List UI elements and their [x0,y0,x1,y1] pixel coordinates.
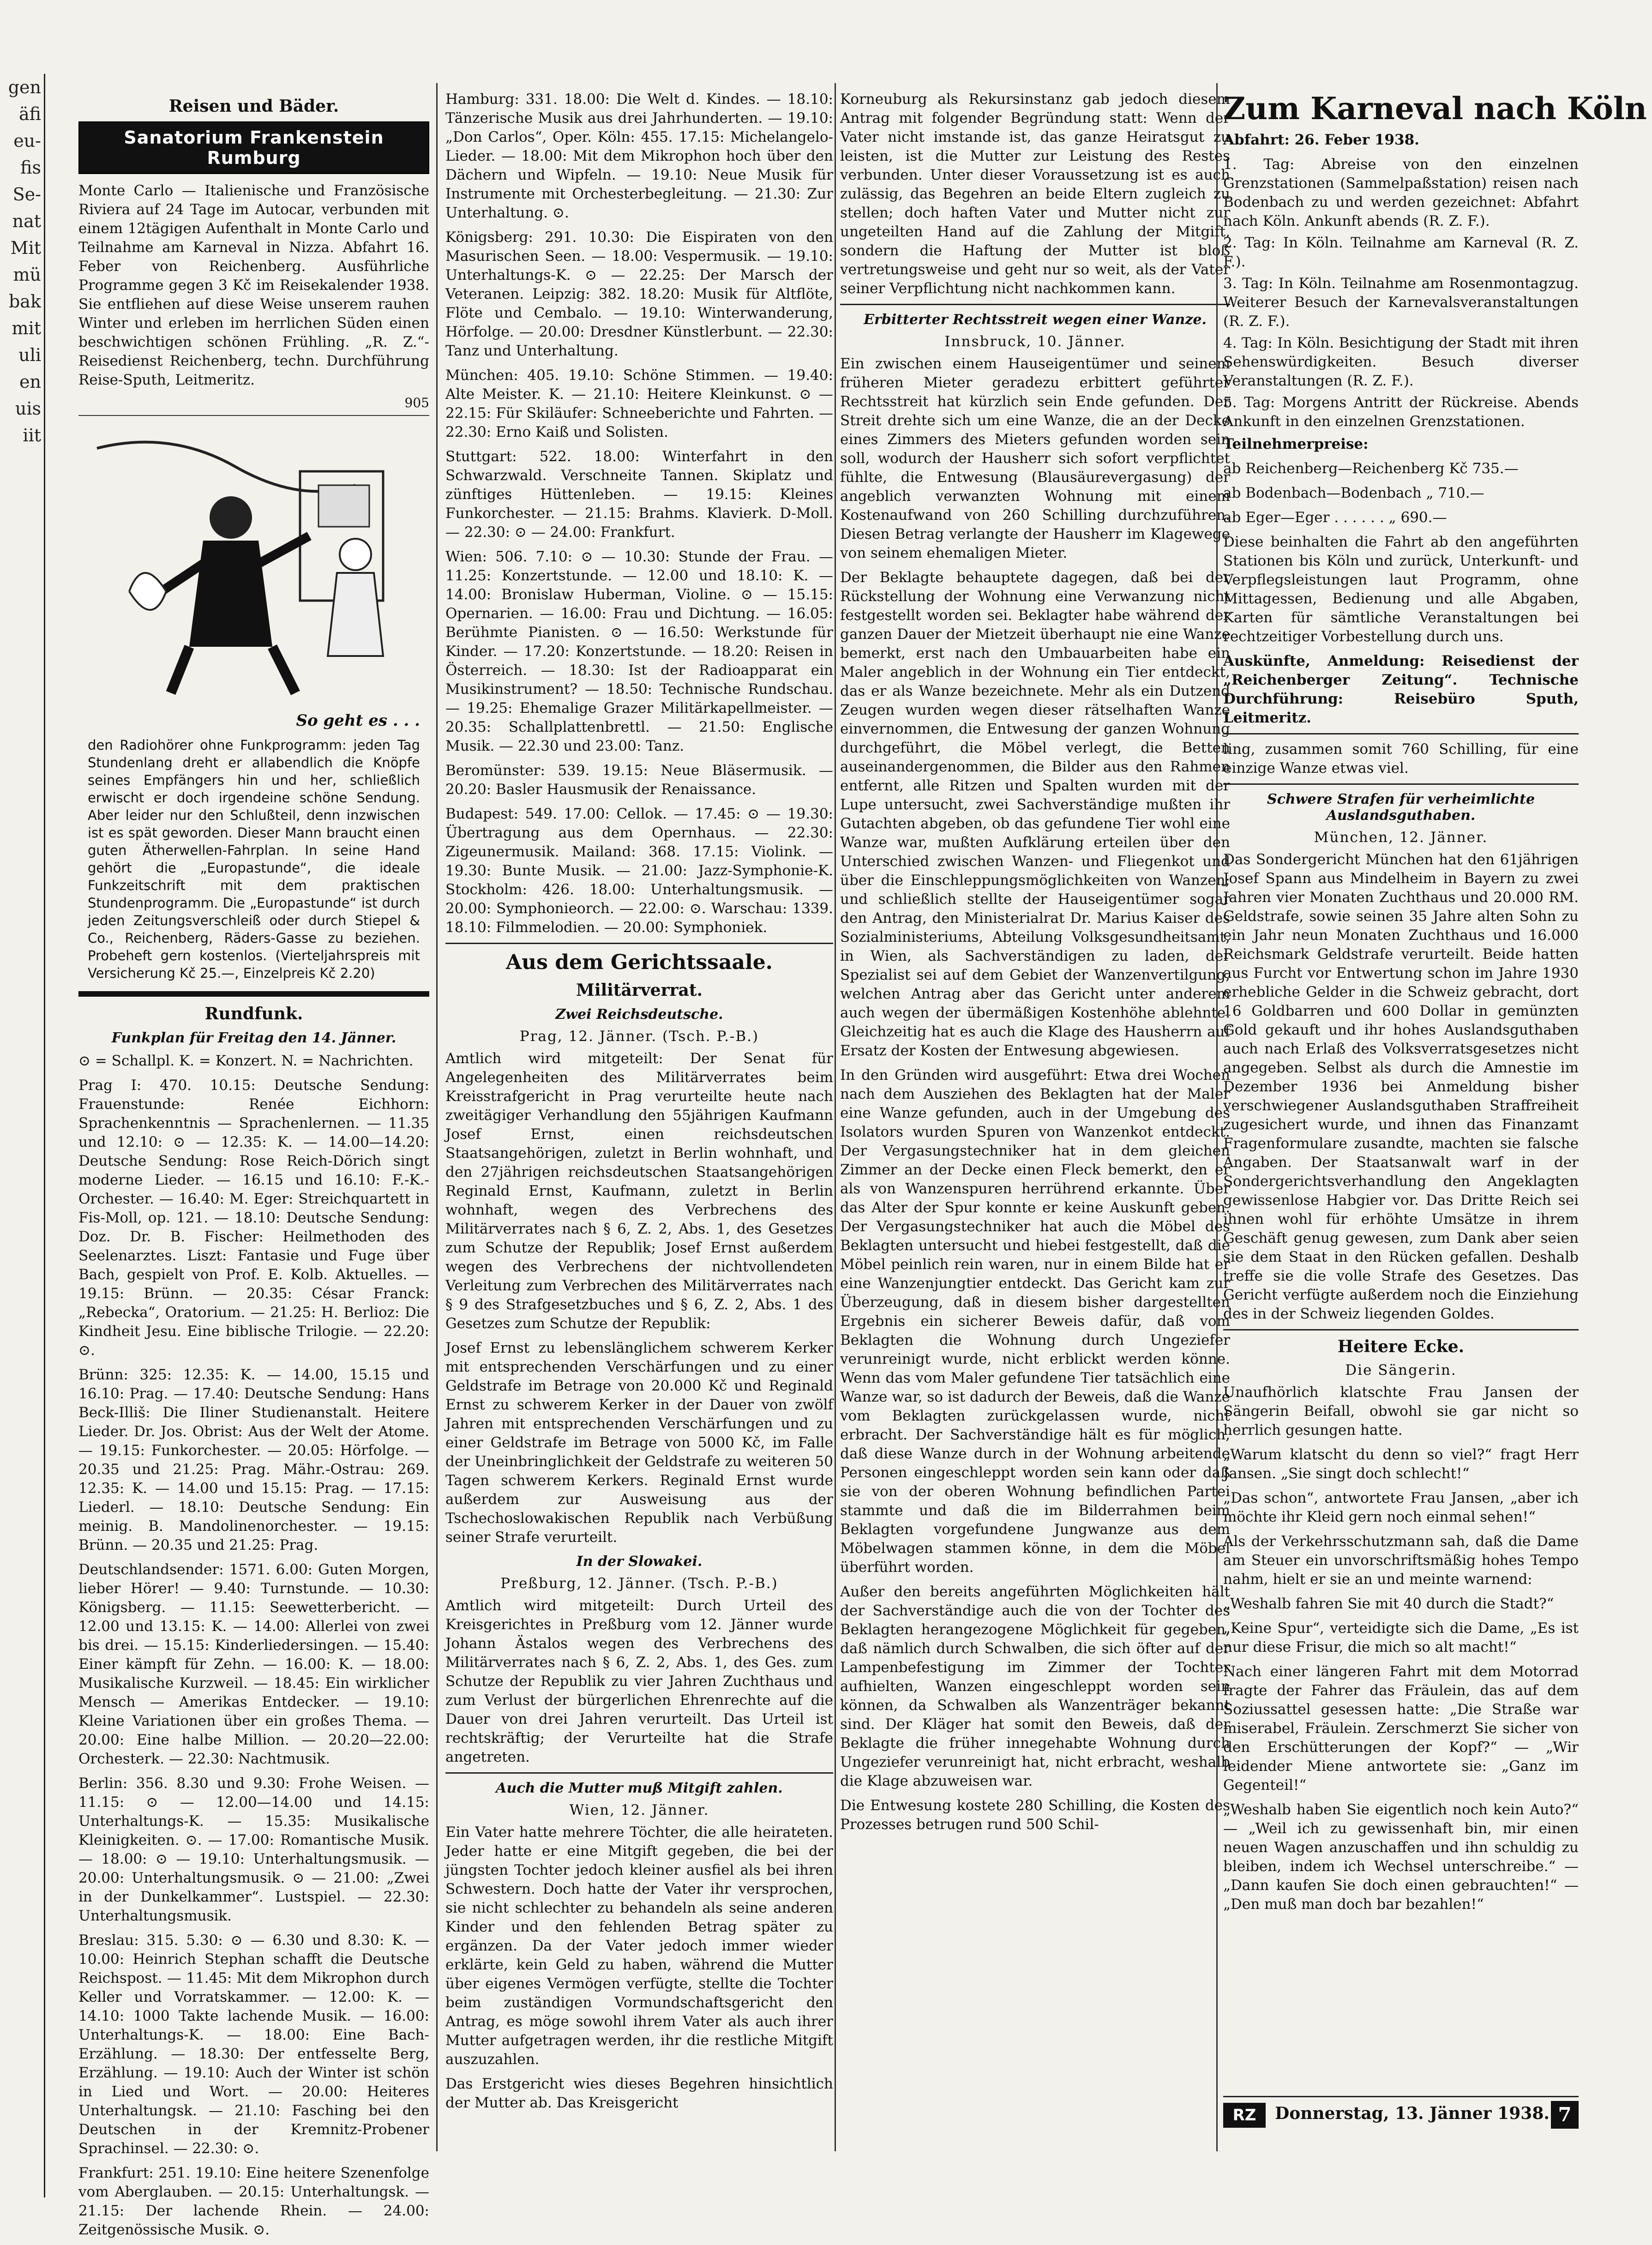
dowry-article-continued [840,90,1230,298]
radio-subheading: Funkplan für Freitag den 14. Jänner. [111,1030,396,1046]
left-edge-fragments [0,74,45,2197]
slovakia-heading: In der Slowakei. [576,1553,703,1570]
anecdote-paragraph: „Weshalb haben Sie eigentlich noch kein Auto?“ — „Weil ich zu gewissenhaft bin, mir einen neuen Wagen anzuschaffen und ihn schuldig zu bleiben, indem ich Wechsel unterschreibe.“ — „Dann kaufen Sie doch einen gebrauchten!“ — „Den muß man doch bar bezahlen!“ [1223,1801,1579,1913]
dateline: Prag, 12. Jänner. (Tsch. P.-B.) [519,1028,759,1045]
article-paragraph: Das Erstgericht wies dieses Begehren hinsichtlich der Mutter ab. Das Kreisgericht [445,2076,833,2111]
carnival-departure: Abfahrt: 26. Feber 1938. [1223,132,1419,148]
edge-fragment: fis [20,157,41,178]
edge-fragment: uis [15,398,41,419]
anecdote-paragraph: „Weshalb fahren Sie mit 40 durch die Stadt?“ [1223,1595,1554,1612]
itinerary-day: 5. Tag: Morgens Antritt der Rückreise. Abends Ankunft in den einzelnen Grenzstationen. [1223,394,1579,430]
dateline: Wien, 12. Jänner. [569,1802,709,1818]
radio-station-entry: Königsberg: 291. 10.30: Die Eispiraten von den Masurischen Seen. — 18.00: Vespermusik. — 19.10: Unterhaltungs-K. ⊙ — 22.25: Der Marsch der Veteranen. Leipzig: 382. 18.20: Musik für Altflöte, Flöte und Cembalo. — 19.10: Winterwanderung, Hörfolge. — 20.00: Dresdner Künstlerbunt. — 22.30: Tanz und Unterhaltung. [445,229,833,359]
radio-legend: ⊙ = Schallpl. K. = Konzert. N. = Nachrichten. [78,1053,414,1069]
edge-fragment: eu- [13,131,41,151]
dowry-heading: Auch die Mutter muß Mitgift zahlen. [496,1780,783,1796]
divider [1223,733,1579,734]
edge-fragment: bak [8,291,41,312]
rz-logo: RZ [1223,2103,1266,2128]
itinerary-day: 2. Tag: In Köln. Teilnahme am Karneval (R. Z. F.). [1223,235,1579,270]
edge-fragment: mit [12,318,41,338]
radio-station-entry: Prag I: 470. 10.15: Deutsche Sendung: Frauenstunde: Renée Eichhorn: Sprachenkenntnis — Sprachenlernen. — 11.35 und 12.10: ⊙ — 12.35: K. — 14.00—14.20: Deutsche Sendung: Rose Reich-Dörich singt moderne Lieder. — 16.15 und 16.10: F.-K.-Orchester. — 16.40: M. Eger: Streichquartett in Fis-Moll, op. 121. — 18.10: Deutsche Sendung: Doz. Dr. B. Fischer: Heilmethoden des Seelenarztes. Liszt: Fantasie und Fuge über Bach, gespielt von Prof. E. Kolb. Aktuelles. — 19.15: Brünn. — 20.35: César Franck: „Rebecka“, Oratorium. — 21.25: H. Berlioz: Die Kindheit Jesu. Eine biblische Trilogie. — 22.20: ⊙. [78,1077,429,1359]
travel-ad-text: Monte Carlo — Italienische und Französische Riviera auf 24 Tage im Autocar, verbunden mit einem 12tägigen Aufenthalt in Monte Carlo und Teilnahme am Karneval in Nizza. Abfahrt 16. Feber von Reichenberg. Ausführliche Programme gegen 3 Kč im Reisekalender 1938. Sie entfliehen auf diese Weise unserem rauhen Winter und erleben im herrlichen Süden einen beschwichtigen schönen Frühling. „R. Z.“-Reisedienst Reichenberg, techn. Durchführung Reise-Sputh, Leitmeritz. [78,182,429,388]
military-treason-article [445,1049,833,1547]
article-paragraph: Außer den bereits angeführten Möglichkeiten hält der Sachverständige auch die von der Tochter des Beklagten herangezogene Möglichkeit für gegeben, daß nämlich durch Schwalben, die sich öfter auf der Lampenbefestigung im Zimmer der Tochter aufhielten, Wanzen eingeschleppt worden sein können, da Schwalben als Wanzenträger bekannt sind. Der Kläger hat somit den Beweis, daß der Beklagte die früher innegehabte Wohnung durch Ungeziefer verunreinigt hat, nicht erbracht, weshalb die Klage abzuweisen war. [840,1583,1230,1789]
military-treason-subheading: Zwei Reichsdeutsche. [555,1006,723,1023]
issue-date: Donnerstag, 13. Jänner 1938. [1275,2104,1550,2123]
price-row: ab Eger—Eger . . . . . . „ 690.— [1223,509,1447,526]
article-paragraph: Ein zwischen einem Hauseigentümer und seinem früheren Mieter geradezu erbittert geführter Rechtsstreit hat kürzlich sein Ende gefunden. Der Streit drehte sich um eine Wanze, die an der Decke eines Zimmers des Mieters gefunden worden sein soll, wodurch der Hausherr sich sofort verpflichtet fühlte, die Entwesung (Blausäurevergasung) der angeblich verwanzten Wohnung mit einem Kostenaufwand von 260 Schilling durchzuführen. Diesen Betrag verlangte der Hausherr im Klagewege von seinem ehemaligen Mieter. [840,355,1230,561]
column-4 [1223,90,1647,1920]
sanatorium-banner: Sanatorium Frankenstein Rumburg [78,121,429,174]
dowry-article [445,1823,833,2113]
edge-fragment: äfi [18,104,41,124]
column-rule [835,83,836,2151]
illustration-caption: So geht es . . . [296,711,420,730]
column-1 [78,90,429,2245]
radio-heading: Rundfunk. [204,1004,303,1023]
carnival-itinerary [1223,155,1579,431]
radio-station-entry: Frankfurt: 251. 19.10: Eine heitere Szenenfolge vom Aberglauben. — 20.15: Unterhaltungsk. — 21.15: Der lachende Rhein. — 24.00: Zeitgenössische Musik. ⊙. [78,2165,429,2238]
itinerary-day: 3. Tag: In Köln. Teilnahme am Rosenmontagzug. Weiterer Besuch der Karnevalsveranstaltungen (R. Z. F.). [1223,275,1579,330]
humor-subheading: Die Sängerin. [1345,1362,1457,1378]
column-3 [840,90,1230,1840]
military-treason-heading: Militärverrat. [576,981,703,1000]
carnival-prices [1223,459,1579,527]
edge-fragment: nat [12,211,41,231]
article-paragraph: Korneuburg als Rekursinstanz gab jedoch diesem Antrag mit folgender Begründung statt: Wenn der Vater nicht imstande ist, das ganze Heiratsgut zu leisten, ist die Mutter zur Leistung des Restes verbunden. Unter dieser Voraussetzung ist es auch zulässig, das Begehren an beide Eltern zugleich zu stellen; doch haften Vater und Mutter nicht zur ungeteilten Hand auf die Zahlung der Mitgift, sondern die Haftung der Mutter ist bloß vertretungsweise und geht nur so weit, als der Vater seiner Verpflichtung nicht nachkommen kann. [840,91,1230,297]
radio-station-entry: Berlin: 356. 8.30 und 9.30: Frohe Weisen. — 11.15: ⊙ — 12.00—14.00 und 14.15: Unterhaltungs-K. — 15.35: Musikalische Kleinigkeiten. ⊙. — 17.00: Romantische Musik. — 18.00: ⊙ — 19.10: Unterhaltungsmusik. — 20.00: Unterhaltungsmusik. ⊙ — 21.00: „Zwei in der Dunkelkammer“. Lustspiel. — 22.30: Unterhaltungsmusik. [78,1775,429,1924]
radio-station-entry: Beromünster: 539. 19.15: Neue Bläsermusik. — 20.20: Basler Hausmusik der Renaissance. [445,762,833,798]
carnival-note: Diese beinhalten die Fahrt ab den angeführten Stationen bis Köln und zurück, Unterkunft- und Verpflegsleistungen laut Programm, ohne Mittagessen, Bedienung und alle Abgaben, Karten für sämtliche Veranstaltungen bei rechtzeitiger Vorbestellung durch uns. [1223,534,1579,645]
divider [1223,783,1579,785]
radio-program-list-continued [445,90,833,937]
carnival-info: Auskünfte, Anmeldung: Reisedienst der „Reichenberger Zeitung“. Technische Durchführung: Reisebüro Sputh, Leitmeritz. [1223,653,1579,726]
anecdote-paragraph: Nach einer längeren Fahrt mit dem Motorrad fragte der Fahrer das Fräulein, das auf dem Soziussattel gesessen hatte: „Die Straße war miserabel, Fräulein. Zerschmerzt Sie sicher von den Erschütterungen der Kopf?“ — „Wir leidender Miene antwortete sie: „Ganz im Gegenteil!“ [1223,1663,1579,1794]
carnival-price-label: Teilnehmerpreise: [1223,436,1369,452]
radio-station-entry: München: 405. 19.10: Schöne Stimmen. — 19.40: Alte Meister. K. — 21.10: Heitere Kleinkunst. ⊙ — 22.15: Für Skiläufer: Schneeberichte und Fahrten. — 22.30: Erno Kaiß und Solisten. [445,367,833,440]
anecdote-paragraph: „Keine Spur“, verteidigte sich die Dame, „Es ist nur diese Frisur, die mich so alt macht!“ [1223,1620,1579,1655]
price-row: ab Reichenberg—Reichenberg Kč 735.— [1223,460,1519,477]
bedbug-heading: Erbitterter Rechtsstreit wegen einer Wanze. [864,312,1207,328]
radio-station-entry: Budapest: 549. 17.00: Cellok. — 17.45: ⊙ — 19.30: Übertragung aus dem Opernhaus. — 22.30: Zigeunermusik. Mailand: 368. 17.15: Violink. — 19.30: Bunte Musik. — 21.00: Jazz-Symphonie-K. Stockholm: 426. 18.00: Unterhaltungsmusik. — 20.00: Symphonieorch. — 22.00: ⊙. Warschau: 1339. 18.10: Filmmelodien. — 20.00: Symphoniek. [445,806,833,936]
bedbug-article-end: ling, zusammen somit 760 Schilling, für eine einzige Wanze etwas viel. [1223,741,1579,776]
court-heading: Aus dem Gerichtssaale. [505,951,773,974]
anecdote-paragraph: Als der Verkehrsschutzmann sah, daß die Dame am Steuer ein unvorschriftsmäßig hohes Tempo nahm, hielt er sie an und meinte warnend: [1223,1533,1579,1588]
article-paragraph: Ein Vater hatte mehrere Töchter, die alle heirateten. Jeder hatte er eine Mitgift gegeben, die bei der jüngsten Tochter jedoch kleiner ausfiel als bei ihren Schwestern. Doch hatte der Vater ihr versprochen, sie nicht schlechter zu behandeln als seine anderen Kinder und den fehlenden Betrag später zu ergänzen. Da der Vater jedoch immer wieder erklärte, kein Geld zu haben, während die Mutter über eigenes Vermögen verfügte, stellte die Tochter beim zuständigen Vormundschaftsgericht den Antrag, es möge sowohl ihrem Vater als auch ihrer Mutter aufgetragen werden, ihr die restliche Mitgift auszuzahlen. [445,1824,833,2068]
penalty-heading: Schwere Strafen für verheimlichte Auslandsguthaben. [1267,791,1535,824]
column-rule [436,83,438,2151]
article-paragraph: Die Entwesung kostete 280 Schilling, die Kosten des Prozesses betrugen rund 500 Schil- [840,1797,1230,1833]
edge-fragment: uli [18,345,41,365]
penalty-article: Das Sondergericht München hat den 61jährigen Josef Spann aus Mindelheim in Bayern zu zwei Jahren vier Monaten Zuchthaus und 20.000 RM. Geldstrafe, sowie seinen 35 Jahre alten Sohn zu ein Jahr neun Monaten Zuchthaus und 16.000 Reichsmark Geldstrafe verurteilt. Beide hatten aus Furcht vor Entwertung schon im Jahre 1930 erhebliche Gelder in die Schweiz gebracht, dort 16 Goldbarren und 600 Dollar in gemünzten Gold gekauft und ihr hohes Auslandsguthaben auch nach Erlaß des Volksverratsgesetzes nicht angegeben. Selbst als durch die Amnestie im Dezember 1936 bei Anmeldung bisher verschwiegener Auslandsguthaben Straffreiheit zugesichert wurde, und ihnen das Finanzamt Fragenformulare zusandte, machten sie falsche Angaben. Der Staatsanwalt warf in der Sondergerichtsverhandlung den Angeklagten gewissenlose Habgier vor. Das Dritte Reich sei ihnen wohl für erhöhte Umsätze in ihrem Geschäft genug gewesen, zum Dank aber seien sie dem Staat in den Rücken gefallen. Deshalb treffe sie die volle Strafe des Gesetzes. Das Gericht verfügte außerdem noch die Einziehung des in der Schweiz liegenden Goldes. [1223,851,1579,1322]
radio-station-entry: Breslau: 315. 5.30: ⊙ — 6.30 und 8.30: K. — 10.00: Heinrich Stephan schafft die Deutsche Reichspost. — 11.45: Mit dem Mikrophon durch Keller und Vorratskammer. — 12.00: K. — 14.10: 1000 Takte lachende Musik. — 16.00: Unterhaltungs-K. — 18.00: Eine Bach-Erzählung. — 18.30: Der entfesselte Berg, Erzählung. — 19.10: Auch der Winter ist schön in Lied und Wort. — 20.00: Heiteres Unterhaltungsk. — 21.10: Fasching bei den Deutschen in der Kremnitz-Probener Sprachinsel. — 22.30: ⊙. [78,1932,429,2157]
cartoon-figure-image [78,416,429,711]
edge-fragment: mü [13,265,41,285]
itinerary-day: 1. Tag: Abreise von den einzelnen Grenzstationen (Sammelpaßstation) reisen nach Bodenbach zu und werden gezeichnet: Abfahrt nach Köln. Ankunft abends (R. Z. F.). [1223,156,1579,229]
edge-fragment: Se- [12,184,41,205]
divider [445,1772,833,1774]
dateline: München, 12. Jänner. [1314,829,1488,846]
edge-fragment: Mit [10,238,41,258]
page-number: 7 [1551,2101,1579,2129]
article-paragraph: In den Gründen wird ausgeführt: Etwa drei Wochen nach dem Ausziehen des Beklagten hat der Maler eine Wanze gefunden, auch in der Umgebung des Isolators wurden Spuren von Wanzenkot entdeckt. Der Vergasungstechniker hat in dem gleichen Zimmer an der Decke einen Fleck bemerkt, den er als von Wanzenspuren herrührend erkannte. Über das Alter der Spur konnte er keine Auskunft geben. Der Vergasungstechniker hat auch die Möbel des Beklagten untersucht und hiebei festgestellt, daß die Möbel peinlich rein waren, nur in einem Bilde hat er eine Wanzenjungtier entdeckt. Das Gericht kam zur Überzeugung, daß in diesem bisher dargestellten Ergebnis ein sicherer Beweis dafür, daß vom Beklagten die Wohnung durch Ungeziefer verunreinigt wurde, nicht erblickt werden könne. Wenn das vom Maler gefundene Tier tatsächlich eine Wanze war, so ist dadurch der Beweis, daß die Wanze vom Beklagten zurückgelassen wurde, nicht erbracht. Der Sachverständige hält es für möglich, daß diese Wanze durch in der Wohnung arbeitende Personen eingeschleppt worden sein kann oder daß sie von der oberen Wohnung befindlichen Partei stammte und daß die im Bilderrahmen beim Beklagten vorgefundene Jungwanze aus dem Möbelwagen stammen könne, in dem die Möbel überführt worden. [840,1067,1230,1576]
carnival-ad-heading: Zum Karneval nach Köln [1223,90,1647,126]
radio-station-entry: Brünn: 325: 12.35: K. — 14.00, 15.15 und 16.10: Prag. — 17.40: Deutsche Sendung: Hans Beck-Illiš: Die Iliner Studienanstalt. Heitere Lieder. Dr. Jos. Obrist: Aus der Welt der Atome. — 19.15: Funkorchester. — 20.05: Hörfolge. — 20.35 und 21.25: Prag. Mähr.-Ostrau: 269. 12.35: K. — 14.00 und 15.15: Prag. — 17.15: Liederl. — 18.10: Deutsche Sendung: Ein meinig. B. Mandolinenorchester. — 19.15: Brünn. — 20.35 und 21.25: Prag. [78,1366,429,1553]
radio-program-list [78,1076,429,2239]
divider [1223,1329,1579,1330]
radio-station-entry: Deutschlandsender: 1571. 6.00: Guten Morgen, lieber Hörer! — 9.40: Turnstunde. — 10.30: Königsberg. — 11.15: Seewetterbericht. — 12.00 und 13.15: K. — 14.00: Allerlei von zwei bis drei. — 15.15: Kinderliedersingen. — 15.40: Einer kämpft für Zehn. — 16.00: K. — 18.00: Musikalische Kurzweil. — 18.45: Ein wirklicher Mensch — Amerikas Entdecker. — 19.10: Kleine Variationen über ein großes Thema. — 20.00: Eine halbe Million. — 20.20—22.00: Orchesterk. — 22.30: Nachtmusik. [78,1561,429,1767]
radio-station-entry: Stuttgart: 522. 18.00: Winterfahrt in den Schwarzwald. Verschneite Tannen. Skiplatz und zünftiges Hüttenleben. — 19.15: Kleines Funkorchester. — 21.15: Brahms. Klavierk. D-Moll. — 22.30: ⊙ — 24.00: Frankfurt. [445,448,833,541]
edge-fragment: en [19,372,41,392]
dateline: Preßburg, 12. Jänner. (Tsch. P.-B.) [500,1575,778,1592]
itinerary-day: 4. Tag: In Köln. Besichtigung der Stadt mit ihren Sehenswürdigkeiten. Besuch diverser Veranstaltungen (R. Z. F.). [1223,335,1579,389]
dateline: Innsbruck, 10. Jänner. [944,333,1126,350]
price-row: ab Bodenbach—Bodenbach „ 710.— [1223,485,1484,501]
column-2 [445,90,833,2118]
anecdote-paragraph: Unaufhörlich klatschte Frau Jansen der Sängerin Beifall, obwohl sie gar nicht so herrlich gesungen hatte. [1223,1384,1579,1438]
bedbug-article [840,355,1230,1834]
humor-heading: Heitere Ecke. [1337,1337,1465,1356]
article-paragraph: Josef Ernst zu lebenslänglichem schwerem Kerker mit entsprechenden Verschärfungen und zu einer Geldstrafe im Betrage von 20.000 Kč und Reginald Ernst zu schwerem Kerker in der Dauer von zwölf Jahren mit entsprechenden Verschärfungen und zu einer Geldstrafe im Betrage von 5000 Kč, im Falle der Uneinbringlichkeit der Geldstrafe zu weiteren 50 Tagen schwerem Kerkers. Reginald Ernst wurde außerdem zur Ausweisung aus der Tschechoslowakischen Republik nach Verbüßung seiner Strafe verurteilt. [445,1340,833,1546]
travel-heading: Reisen und Bäder. [168,96,339,116]
article-paragraph: Amtlich wird mitgeteilt: Der Senat für Angelegenheiten des Militärverrates beim Kreisstrafgericht in Prag verurteilte heute nach zweitägiger Verhandlung den 55jährigen Kaufmann Josef Ernst, einen reichsdeutschen Staatsangehörigen, zuletzt in Berlin wohnhaft, und den 27jährigen reichsdeutschen Staatsangehörigen Reginald Ernst, Kaufmann, zuletzt in Berlin wohnhaft, wegen des Verbrechens des Militärverrates nach § 6, Z. 2, Abs. 1, des Gesetzes zum Schutze der Republik; Josef Ernst außerdem wegen des Verbrechens der nichtvollendeten Verleitung zum Verbrechen des Militärverrates nach § 9 des Strafgesetzbuches und § 6, Z. 2, Abs. 1 des Gesetzes zum Schutze der Republik: [445,1050,833,1332]
divider [445,943,833,944]
anecdote-paragraph: „Warum klatscht du denn so viel?“ fragt Herr Jansen. „Sie singt doch schlecht!“ [1223,1446,1579,1482]
article-paragraph: Der Beklagte behauptete dagegen, daß bei der Rückstellung der Wohnung eine Verwanzung nicht festgestellt worden sei. Beklagter habe während der ganzen Dauer der Mietzeit überhaupt nie eine Wanze bemerkt, erst nach den Umbauarbeiten habe ein Maler angeblich in der Wohnung ein Tier entdeckt, das er als Wanze bezeichnete. Mehr als ein Dutzend Zeugen wurden wegen dieser rätselhaften Wanze einvernommen, die Entwesung der ganzen Wohnung durchgeführt, die Möbel verlegt, die Betten auseinandergenommen, die Bilder aus den Rahmen entfernt, alle Ritzen und Spalten wurden mit der Lupe untersucht, zwei Sachverständige mußten ihr Gutachten abgeben, ob das gefundene Tier wohl eine Wanze war, mußten Aufklärung erteilen über den Unterschied zwischen Wanzen- und Fliegenkot und über die Einschleppungsmöglichkeiten von Wanzen; und schließlich stellte der Hauseigentümer sogar den Antrag, den Ministerialrat Dr. Marius Kaiser des Sozialministeriums, Abteilung Volksgesundheitsamt, in Wien, als Sachverständigen zu laden, der Spezialist sei auf dem Gebiet der Wanzenvertilgung, welchen Antrag aber das Gericht unter anderem auch wegen der übermäßigen Kostenhöhe ablehnte. Gleichzeitig hat es auch die Klage des Hausherrn auf Ersatz der Kosten der Entwesung abgewiesen. [840,569,1230,1059]
page-footer [1223,2096,1579,2130]
radio-station-entry: Wien: 506. 7.10: ⊙ — 10.30: Stunde der Frau. — 11.25: Konzertstunde. — 12.00 und 18.10: K. — 14.00: Bronislaw Huberman, Violine. ⊙ — 15.15: Opernarien. — 16.00: Frau und Dichtung. — 16.05: Berühmte Pianisten. ⊙ — 16.50: Werkstunde für Kinder. — 17.20: Konzertstunde. — 18.20: Reisen in Österreich. — 18.30: Ist der Radioapparat ein Musikinstrument? — 18.50: Technische Rundschau. — 19.25: Ehemalige Grazer Militärkapellmeister. — 20.35: Schallplattenbrettl. — 21.50: Englische Musik. — 22.30 und 23.00: Tanz. [445,548,833,754]
anecdote-paragraph: „Das schon“, antwortete Frau Jansen, „aber ich möchte ihr Kleid gern noch einmal sehen!“ [1223,1490,1579,1525]
edge-fragment: gen [8,77,41,97]
humor-anecdotes [1223,1383,1579,1914]
ad-number: 905 [404,395,429,410]
edge-fragment: iit [23,425,41,445]
section-divider [78,991,429,997]
radio-listener-illustration [78,415,429,716]
divider [840,304,1230,305]
radio-station-entry: Hamburg: 331. 18.00: Die Welt d. Kindes. — 18.10: Tänzerische Musik aus drei Jahrhunderten. — 19.10: „Don Carlos“, Oper. Köln: 455. 17.15: Michelangelo-Lieder. — 18.00: Mit dem Mikrophon hoch über den Dächern und Wipfeln. — 19.10: Neue Musik für Instrumente mit Orchesterbegleitung. — 21.30: Zur Unterhaltung. ⊙. [445,91,833,221]
europastunde-promo: den Radiohörer ohne Funkprogramm: jeden Tag Stundenlang dreht er allabendlich die Knöpfe seines Empfängers hin und her, schließlich erwischt er doch irgendeine schöne Sendung. Aber leider nur den Schlußteil, denn inzwischen ist es spät geworden. Dieser Mann braucht einen guten Ätherwellen-Fahrplan. In seine Hand gehört die „Europastunde“, die ideale Funkzeitschrift mit dem praktischen Stundenprogramm. Die „Europastunde“ ist durch jeden Zeitungsverschleiß oder durch Stiepel & Co., Reichenberg, Räders-Gasse zu beziehen. Probeheft gern kostenlos. (Vierteljahrspreis mit Versicherung Kč 25.—, Einzelpreis Kč 2.20) [88,737,420,981]
slovakia-article: Amtlich wird mitgeteilt: Durch Urteil des Kreisgerichtes in Preßburg vom 12. Jänner wurde Johann Ästalos wegen des Verbrechens des Militärverrates nach § 6, Z. 2, Abs. 1, des Ges. zum Schutze der Republik zu vier Jahren Zuchthaus und zum Verlust der bürgerlichen Ehrenrechte auf die Dauer von drei Jahren verurteilt. Das Urteil ist rechtskräftig; der Verurteilte hat die Strafe angetreten. [445,1597,833,1765]
